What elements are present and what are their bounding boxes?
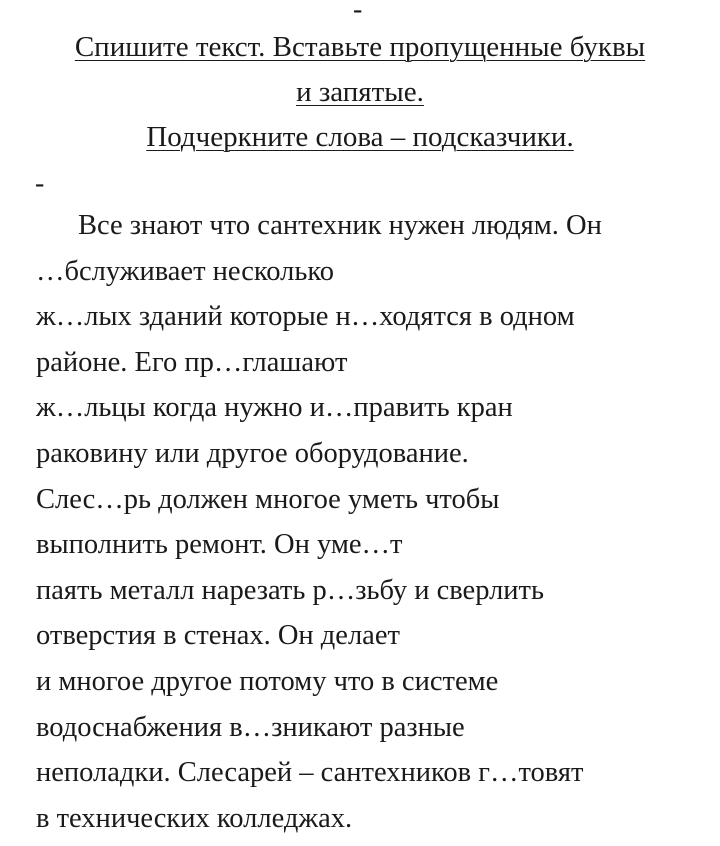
text-line: районе. Его пр…глашают [36, 346, 348, 378]
text-line: и многое другое потому что в системе [36, 665, 499, 697]
text-line: отверстия в стенах. Он делает [36, 620, 400, 652]
exercise-text [36, 203, 716, 841]
task-heading [0, 25, 720, 160]
text-line: неполадки. Слесарей – сантехников г…товят [36, 757, 584, 789]
heading-line-3: Подчеркните слова – подсказчики. [146, 121, 574, 153]
text-line: водоснабжения в…зникают разные [36, 711, 465, 743]
text-line: …бслуживает несколько [36, 255, 335, 287]
separator-dash-middle: - [35, 168, 45, 199]
text-line: раковину или другое оборудование. [36, 437, 469, 469]
text-line: ж…лых зданий которые н…ходятся в одном [36, 301, 575, 333]
text-line: Слес…рь должен многое уметь чтобы [36, 483, 500, 515]
text-line: ж…льцы когда нужно и…править кран [36, 392, 513, 424]
separator-dash-top: - [353, 0, 363, 25]
text-line: в технических колледжах. [36, 802, 353, 834]
heading-line-1: Спишите текст. Вставьте пропущенные буквы [74, 31, 646, 63]
heading-line-2: и запятые. [296, 76, 424, 108]
text-line: паять металл нарезать р…зьбу и сверлить [36, 574, 545, 606]
text-line: выполнить ремонт. Он уме…т [36, 529, 403, 561]
text-line: Все знают что сантехник нужен людям. Он [78, 210, 602, 241]
